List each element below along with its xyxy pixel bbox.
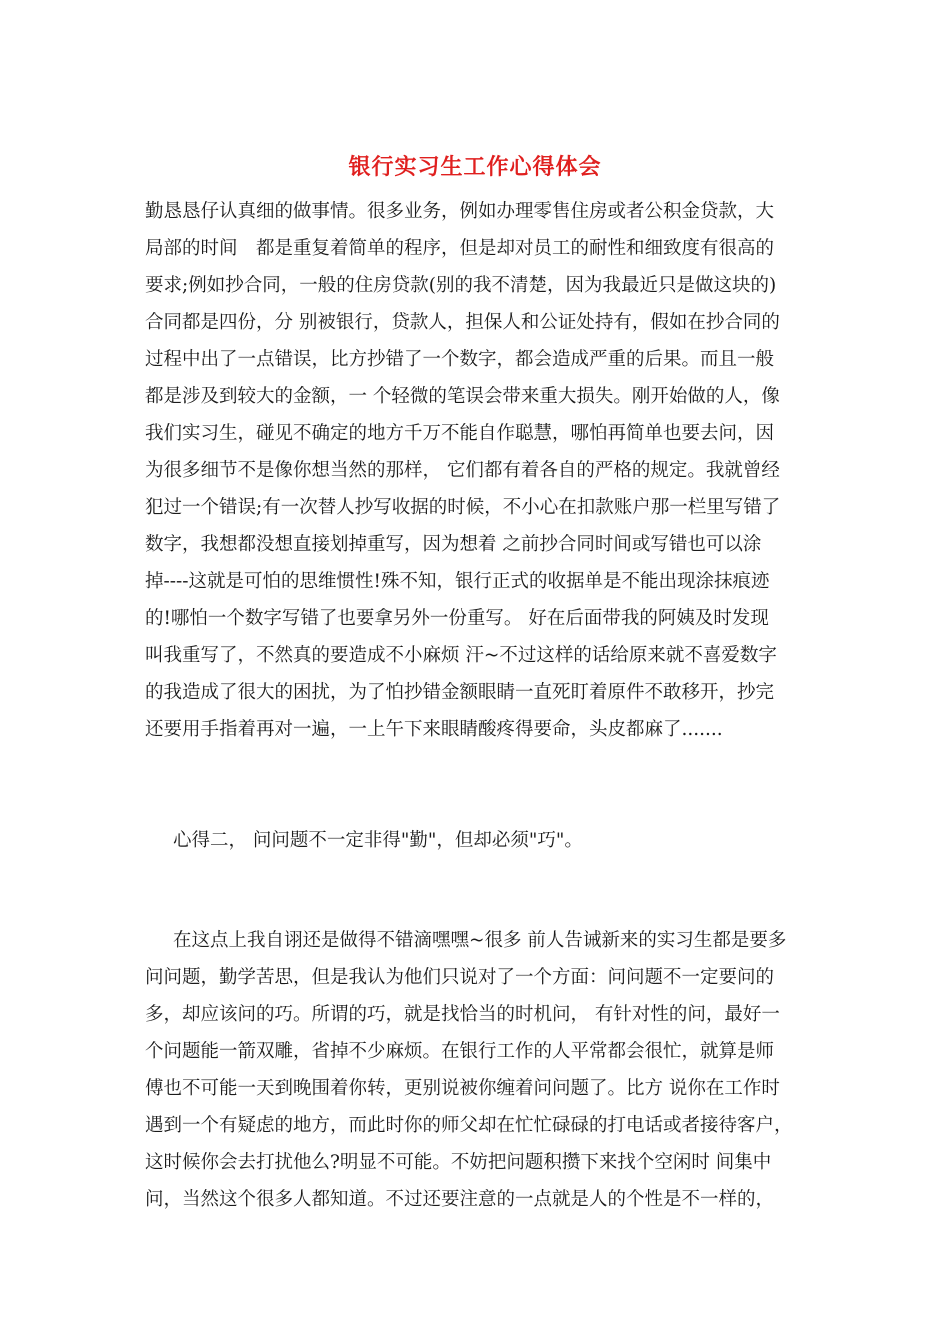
text-line: 的!哪怕一个数字写错了也要拿另外一份重写。 好在后面带我的阿姨及时发现 bbox=[145, 608, 769, 629]
text-line: 我们实习生，碰见不确定的地方千万不能自作聪慧，哪怕再简单也要去问，因 bbox=[145, 423, 775, 444]
text-line: 合同都是四份，分 别被银行，贷款人，担保人和公证处持有，假如在抄合同的 bbox=[145, 312, 780, 333]
text-line: 的我造成了很大的困扰，为了怕抄错金额眼睛一直死盯着原件不敢移开，抄完 bbox=[145, 682, 775, 703]
text-line: 这时候你会去打扰他么?明显不可能。不妨把问题积攒下来找个空闲时 间集中 bbox=[145, 1152, 772, 1173]
text-line: 在这点上我自诩还是做得不错滴嘿嘿~很多 前人告诫新来的实习生都是要多 bbox=[173, 930, 787, 951]
text-line: 犯过一个错误;有一次替人抄写收据的时候，不小心在扣款账户那一栏里写错了 bbox=[145, 497, 781, 518]
text-line: 个问题能一箭双雕，省掉不少麻烦。在银行工作的人平常都会很忙，就算是师 bbox=[145, 1041, 775, 1062]
text-line: 数字，我想都没想直接划掉重写，因为想着 之前抄合同时间或写错也可以涂 bbox=[145, 534, 762, 555]
paragraph-2 bbox=[145, 922, 810, 1218]
text-line: 傅也不可能一天到晚围着你转，更别说被你缠着问问题了。比方 说你在工作时 bbox=[145, 1078, 780, 1099]
text-line: 为很多细节不是像你想当然的那样， 它们都有着各自的严格的规定。我就曾经 bbox=[145, 460, 780, 481]
text-line: 还要用手指着再对一遍，一上午下来眼睛酸疼得要命，头皮都麻了....... bbox=[145, 719, 723, 740]
paragraph-1 bbox=[145, 193, 810, 748]
document-title: 银行实习生工作心得体会 bbox=[348, 154, 602, 180]
text-line: 问，当然这个很多人都知道。不过还要注意的一点就是人的个性是不一样的， bbox=[145, 1189, 775, 1210]
text-line: 遇到一个有疑虑的地方，而此时你的师父却在忙忙碌碌的打电话或者接待客户， bbox=[145, 1115, 793, 1136]
section-heading-text: 心得二， 问问题不一定非得"勤"，但却必须"巧"。 bbox=[173, 830, 583, 851]
text-line: 叫我重写了，不然真的要造成不小麻烦 汗~不过这样的话给原来就不喜爱数字 bbox=[145, 645, 777, 666]
text-line: 要求;例如抄合同，一般的住房贷款(别的我不清楚，因为我最近只是做这块的) bbox=[145, 275, 777, 296]
text-line: 过程中出了一点错误，比方抄错了一个数字，都会造成严重的后果。而且一般 bbox=[145, 349, 775, 370]
text-line: 掉----这就是可怕的思维惯性!殊不知，银行正式的收据单是不能出现涂抹痕迹 bbox=[145, 571, 770, 592]
text-line: 问问题，勤学苦思，但是我认为他们只说对了一个方面：问问题不一定要问的 bbox=[145, 967, 775, 988]
text-line: 局部的时间 都是重复着简单的程序，但是却对员工的耐性和细致度有很高的 bbox=[145, 238, 775, 259]
text-line: 勤恳恳仔认真细的做事情。很多业务，例如办理零售住房或者公积金贷款，大 bbox=[145, 201, 775, 222]
text-line: 都是涉及到较大的金额，一 个轻微的笔误会带来重大损失。刚开始做的人，像 bbox=[145, 386, 780, 407]
section-heading bbox=[145, 822, 810, 859]
text-line: 多，却应该问的巧。所谓的巧，就是找恰当的时机问， 有针对性的问，最好一 bbox=[145, 1004, 780, 1025]
